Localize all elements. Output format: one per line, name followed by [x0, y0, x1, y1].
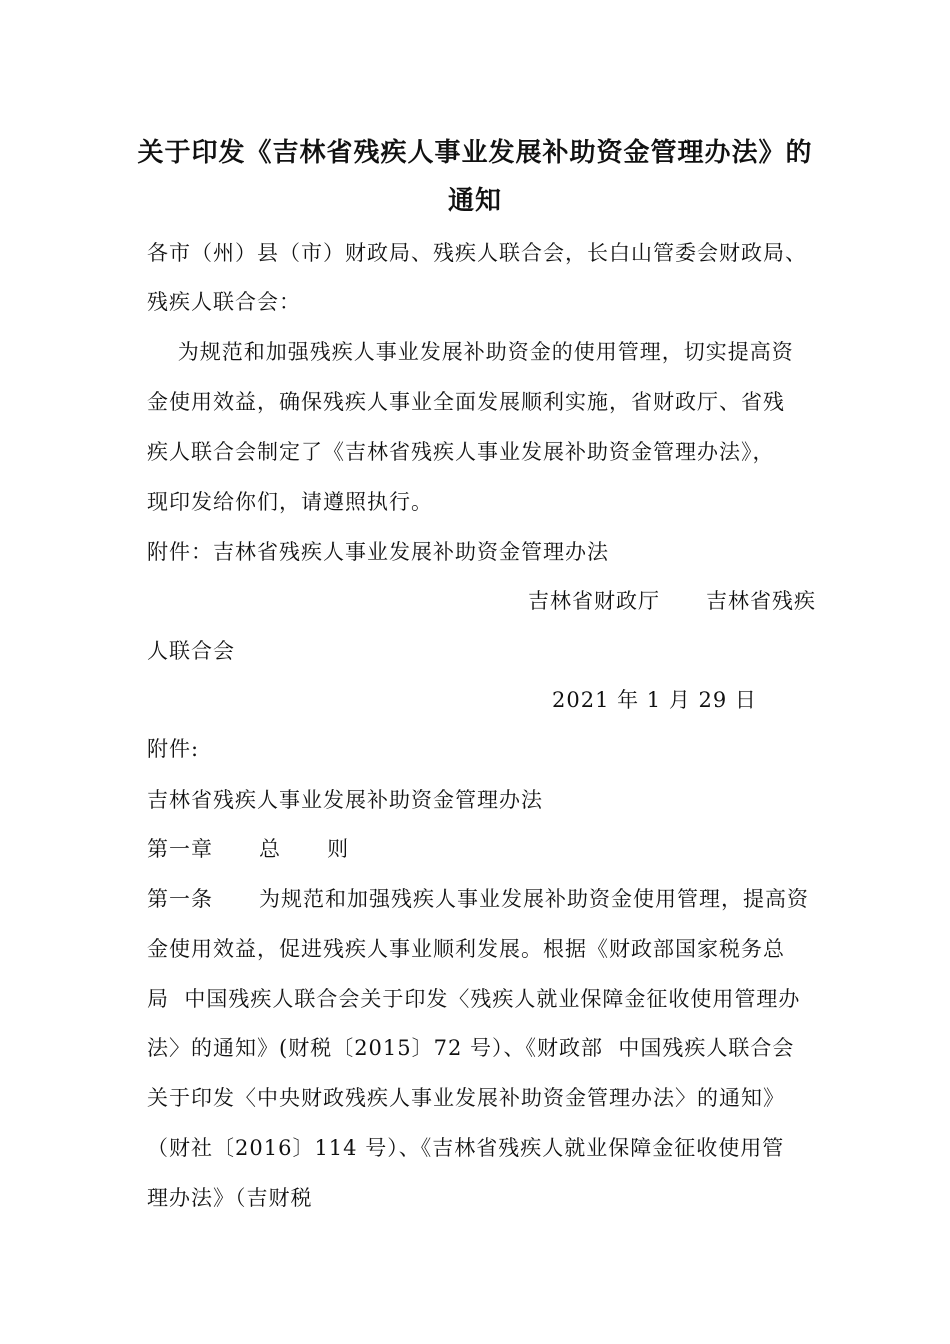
document-title-line-1: 关于印发《吉林省残疾人事业发展补助资金管理办法》的 — [137, 138, 813, 168]
body-line-1: 为规范和加强残疾人事业发展补助资金的使用管理，切实提高资 — [147, 340, 794, 364]
body-line-4: 现印发给你们，请遵照执行。 — [147, 490, 433, 514]
document-date: 2021 年 1 月 29 日 — [552, 688, 757, 712]
addressee-line-2: 残疾人联合会： — [147, 290, 301, 314]
article-line-6: （财社〔2016〕114 号）、《吉林省残疾人就业保障金征收使用管 — [147, 1136, 785, 1160]
attachment-label: 附件: — [147, 737, 200, 761]
body-line-3: 疾人联合会制定了《吉林省残疾人事业发展补助资金管理办法》， — [147, 440, 775, 464]
attachment-note: 附件：吉林省残疾人事业发展补助资金管理办法 — [147, 540, 609, 564]
attachment-title: 吉林省残疾人事业发展补助资金管理办法 — [147, 788, 543, 812]
body-line-2: 金使用效益，确保残疾人事业全面发展顺利实施，省财政厅、省残 — [147, 390, 785, 414]
signature-line-1: 吉林省财政厅 吉林省残疾 — [528, 589, 817, 613]
article-line-2: 金使用效益，促进残疾人事业顺利发展。根据《财政部国家税务总 — [147, 937, 785, 961]
article-line-4: 法〉的通知》(财税〔2015〕72 号）、《财政部 中国残疾人联合会 — [147, 1036, 795, 1060]
article-line-3: 局 中国残疾人联合会关于印发〈残疾人就业保障金征收使用管理办 — [147, 987, 801, 1011]
signature-line-2: 人联合会 — [147, 639, 235, 663]
article-line-7: 理办法》（吉财税 — [147, 1186, 313, 1210]
addressee-line-1: 各市（州）县（市）财政局、残疾人联合会，长白山管委会财政局、 — [147, 241, 807, 265]
document-title-line-2: 通知 — [447, 186, 502, 216]
article-line-5: 关于印发〈中央财政残疾人事业发展补助资金管理办法〉的通知》 — [147, 1086, 785, 1110]
chapter-heading: 第一章 总 则 — [147, 837, 350, 861]
article-line-1: 第一条 为规范和加强残疾人事业发展补助资金使用管理，提高资 — [147, 887, 810, 911]
